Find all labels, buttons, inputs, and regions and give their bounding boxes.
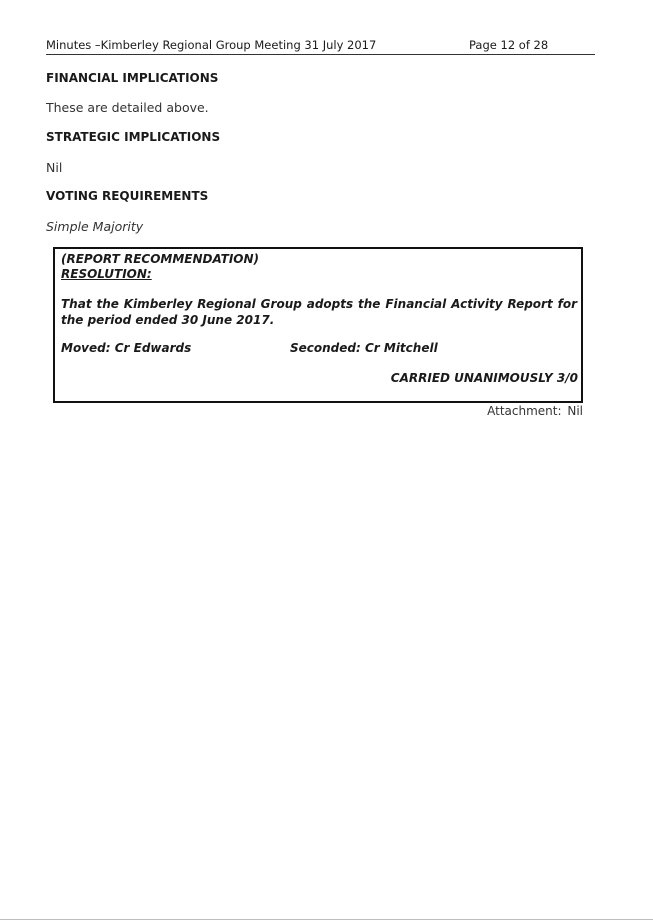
page-bottom-rule — [0, 919, 653, 920]
document-title: Minutes –Kimberley Regional Group Meeting 31 July 2017 — [46, 38, 377, 52]
strategic-implications-text: Nil — [46, 160, 63, 175]
page-number: Page 12 of 28 — [469, 38, 549, 52]
moved-by: Moved: Cr Edwards — [61, 341, 192, 355]
resolution-label: RESOLUTION: — [61, 267, 152, 281]
page-header — [46, 38, 595, 55]
strategic-implications-heading: STRATEGIC IMPLICATIONS — [46, 130, 221, 144]
seconded-by: Seconded: Cr Mitchell — [290, 341, 438, 355]
financial-implications-text: These are detailed above. — [46, 100, 209, 115]
voting-requirements-heading: VOTING REQUIREMENTS — [46, 189, 209, 203]
resolution-text: That the Kimberley Regional Group adopts the Financial Activity Report for the period ended 30 June 2017. — [61, 297, 577, 327]
voting-requirements-text: Simple Majority — [46, 219, 144, 234]
financial-implications-heading: FINANCIAL IMPLICATIONS — [46, 71, 219, 85]
resolution-box — [53, 247, 583, 403]
attachment-note: Attachment: Nil — [487, 404, 583, 418]
vote-result: CARRIED UNANIMOUSLY 3/0 — [390, 371, 578, 385]
report-recommendation-label: (REPORT RECOMMENDATION) — [61, 252, 260, 266]
